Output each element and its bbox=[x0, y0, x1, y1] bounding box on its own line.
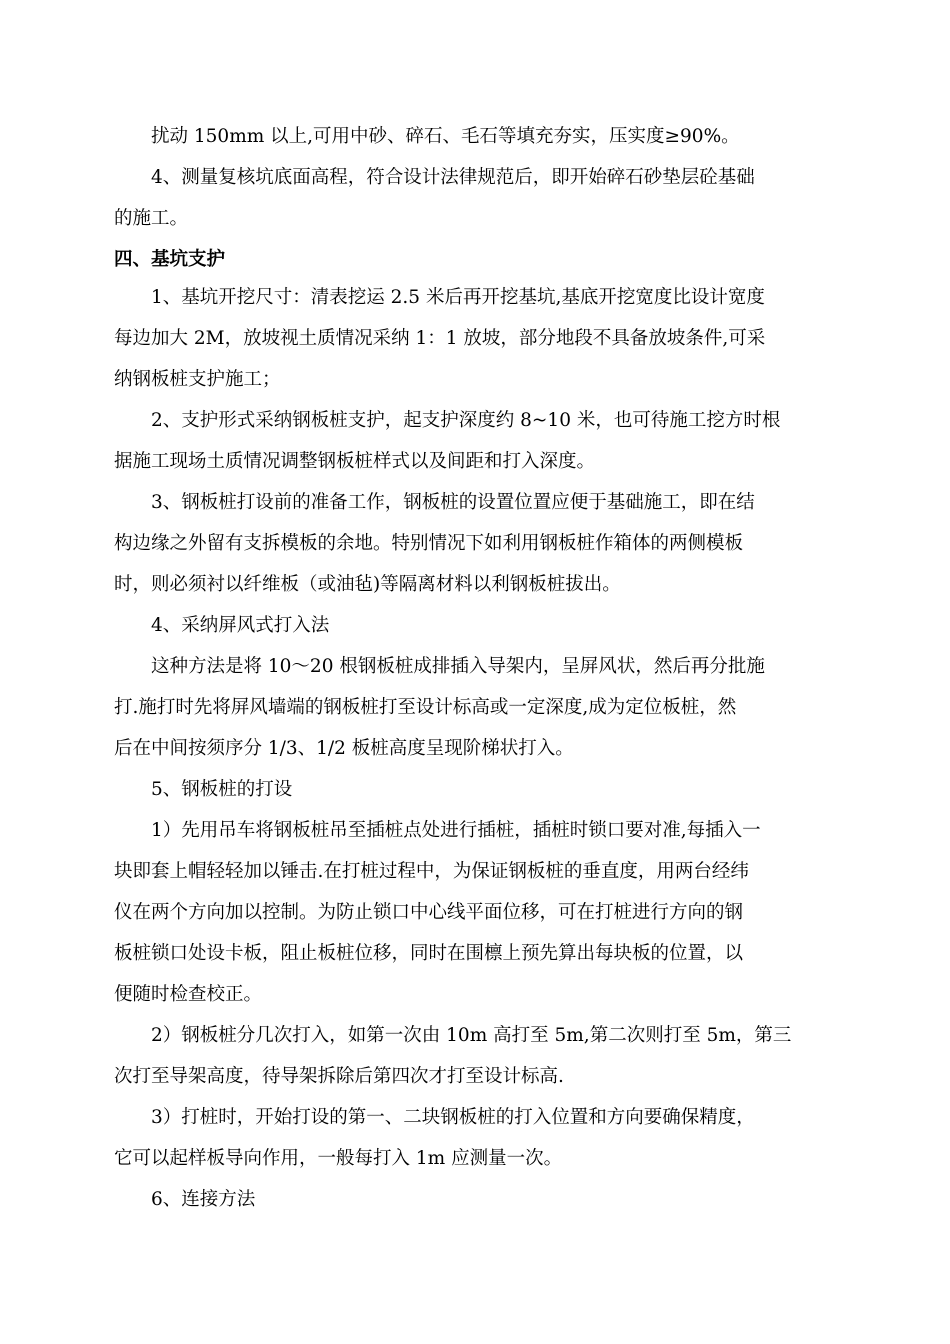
text-line: 板桩锁口处设卡板，阻止板桩位移，同时在围檩上预先算出每块板的位置，以 bbox=[114, 943, 744, 964]
text-line: 2、支护形式采纳钢板桩支护，起支护深度约 8~10 米，也可待施工挖方时根 bbox=[151, 410, 781, 431]
text-line: 仪在两个方向加以控制。为防止锁口中心线平面位移，可在打桩进行方向的钢 bbox=[114, 902, 744, 923]
text-line: 6、连接方法 bbox=[151, 1189, 256, 1210]
text-line: 1）先用吊车将钢板桩吊至插桩点处进行插桩，插桩时锁口要对准,每插入一 bbox=[151, 820, 761, 841]
text-line: 3）打桩时，开始打设的第一、二块钢板桩的打入位置和方向要确保精度， bbox=[151, 1107, 755, 1128]
section-heading: 四、基坑支护 bbox=[114, 249, 226, 270]
text-line: 时，则必须衬以纤维板（或油毡)等隔离材料以利钢板桩拔出。 bbox=[114, 574, 621, 595]
text-line: 每边加大 2M，放坡视土质情况采纳 1：1 放坡，部分地段不具备放坡条件,可采 bbox=[114, 328, 766, 349]
text-line: 它可以起样板导向作用，一般每打入 1m 应测量一次。 bbox=[114, 1148, 563, 1169]
text-line: 次打至导架高度，待导架拆除后第四次才打至设计标高. bbox=[114, 1066, 564, 1087]
text-line: 据施工现场土质情况调整钢板桩样式以及间距和打入深度。 bbox=[114, 451, 596, 472]
text-line: 的施工。 bbox=[114, 208, 189, 229]
text-line: 后在中间按须序分 1/3、1/2 板桩高度呈现阶梯状打入。 bbox=[114, 738, 574, 759]
text-line: 这种方法是将 10～20 根钢板桩成排插入导架内，呈屏风状，然后再分批施 bbox=[151, 656, 765, 677]
text-line: 纳钢板桩支护施工； bbox=[114, 369, 281, 390]
text-line: 扰动 150mm 以上,可用中砂、碎石、毛石等填充夯实，压实度≥90%。 bbox=[151, 126, 740, 147]
text-line: 便随时检查校正。 bbox=[114, 984, 263, 1005]
text-line: 构边缘之外留有支拆模板的余地。特别情况下如利用钢板桩作箱体的两侧模板 bbox=[114, 533, 744, 554]
text-line: 4、采纳屏风式打入法 bbox=[151, 615, 330, 636]
text-line: 打.施打时先将屏风墙端的钢板桩打至设计标高或一定深度,成为定位板桩，然 bbox=[114, 697, 737, 718]
text-line: 2）钢板桩分几次打入，如第一次由 10m 高打至 5m,第二次则打至 5m，第三 bbox=[151, 1025, 792, 1046]
text-line: 1、基坑开挖尺寸：清表挖运 2.5 米后再开挖基坑,基底开挖宽度比设计宽度 bbox=[151, 287, 765, 308]
text-line: 5、钢板桩的打设 bbox=[151, 779, 293, 800]
text-line: 3、钢板桩打设前的准备工作，钢板桩的设置位置应便于基础施工，即在结 bbox=[151, 492, 755, 513]
text-line: 块即套上帽轻轻加以锤击.在打桩过程中，为保证钢板桩的垂直度，用两台经纬 bbox=[114, 861, 749, 882]
text-line: 4、测量复核坑底面高程，符合设计法律规范后，即开始碎石砂垫层砼基础 bbox=[151, 167, 755, 188]
